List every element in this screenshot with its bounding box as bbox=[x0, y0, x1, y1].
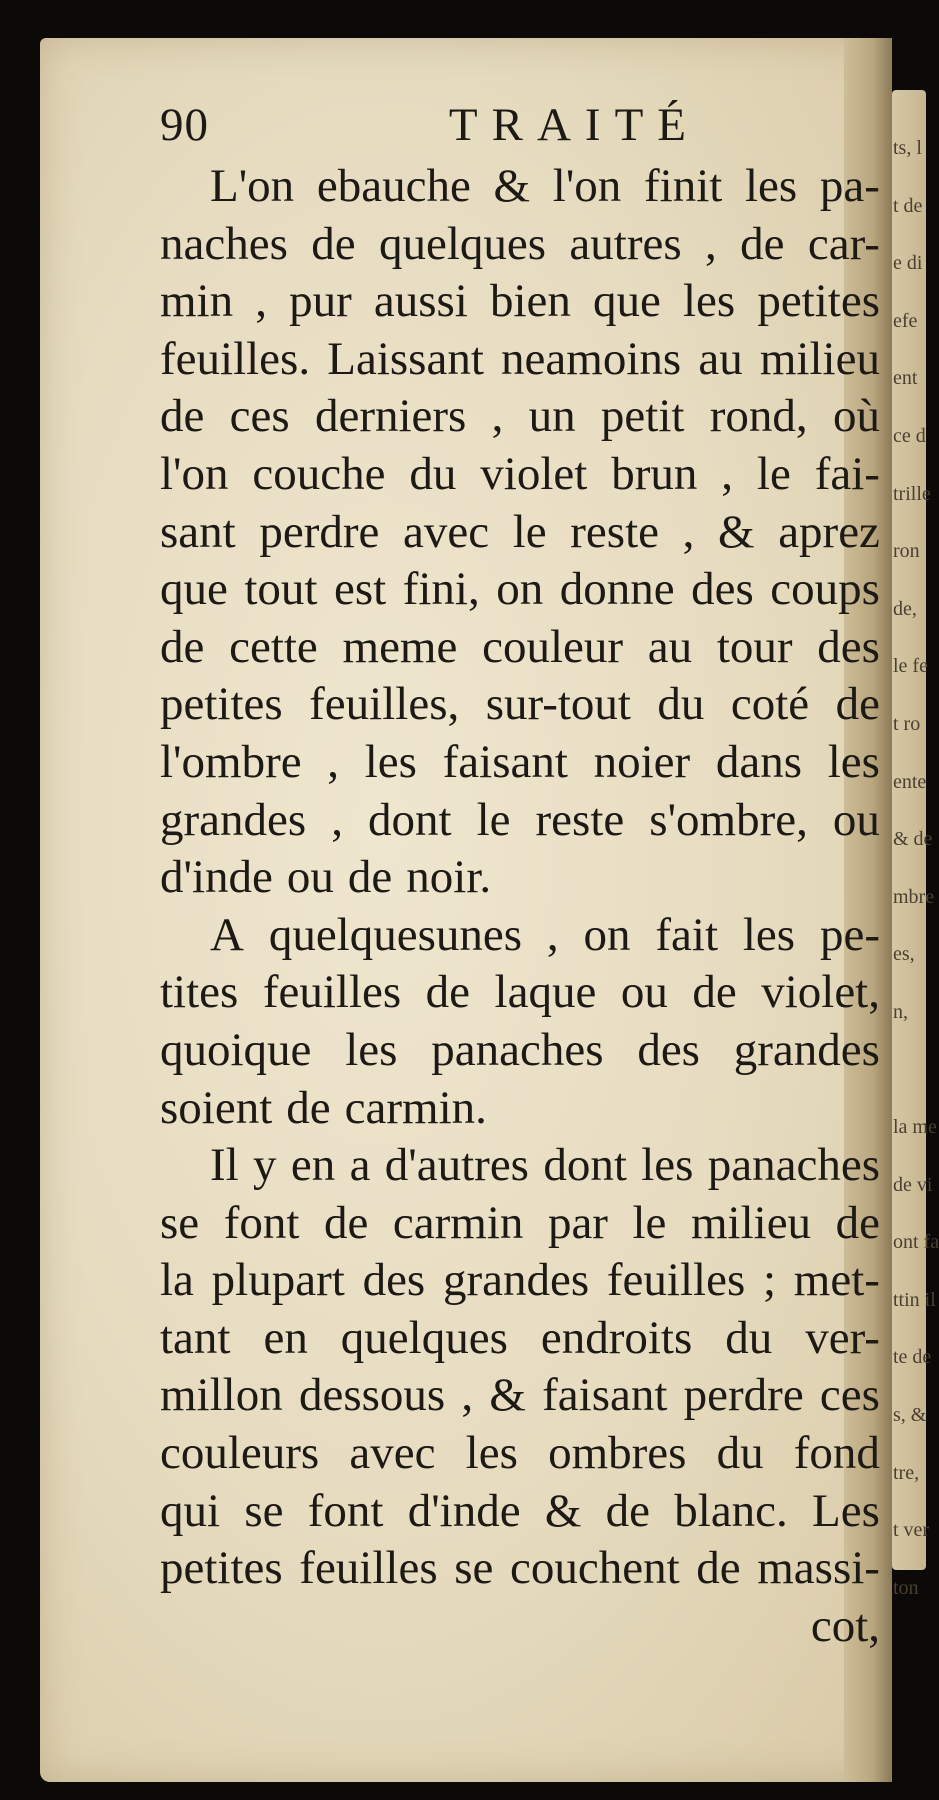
page-number: 90 bbox=[160, 99, 209, 151]
facing-page-fragment: ts, l bbox=[893, 137, 922, 159]
text-line: l'ombre , les faisant noier dans les bbox=[160, 735, 880, 788]
facing-page-fragment: s, & bbox=[893, 1404, 927, 1427]
facing-page-fragment bbox=[893, 1042, 926, 1100]
text-line: feuilles. Laissant neamoins au milieu bbox=[160, 332, 880, 385]
text-line: d'inde ou de noir. bbox=[160, 851, 492, 904]
facing-page-fragment: ron bbox=[893, 540, 920, 563]
facing-page-fragment: tre, bbox=[893, 1461, 920, 1484]
catchword: cot, bbox=[810, 1599, 880, 1652]
text-line: que tout est fini, on donne des coups bbox=[160, 563, 880, 616]
text-line: sant perdre avec le reste , & aprez bbox=[160, 505, 880, 558]
facing-page-fragment: ent bbox=[893, 367, 918, 390]
facing-page-fragment: ce d bbox=[893, 424, 926, 447]
text-line: qui se font d'inde & de blanc. Les bbox=[160, 1484, 880, 1537]
text-line: l'on couche du violet brun , le fai- bbox=[160, 447, 880, 500]
text-line: tant en quelques endroits du ver- bbox=[160, 1311, 880, 1364]
text-line: naches de quelques autres , de car- bbox=[160, 217, 880, 270]
facing-page-text bbox=[893, 120, 939, 1617]
text-line: quoique les panaches des grandes bbox=[160, 1023, 880, 1076]
facing-page-fragment: & de bbox=[893, 828, 933, 851]
text-line: millon dessous , & faisant perdre ces bbox=[160, 1369, 880, 1422]
facing-page-fragment: trille bbox=[893, 482, 931, 505]
facing-page-fragment: es, bbox=[893, 943, 915, 966]
text-line: se font de carmin par le milieu de bbox=[160, 1196, 880, 1249]
text-line: min , pur aussi bien que les petites bbox=[160, 275, 880, 328]
facing-page-fragment: ente bbox=[893, 770, 927, 793]
running-head: TRAITÉ bbox=[448, 99, 700, 151]
facing-page-fragment: t ro bbox=[893, 712, 921, 735]
text-line: couleurs avec les ombres du fond bbox=[160, 1427, 880, 1480]
text-line: de ces derniers , un petit rond, où bbox=[160, 390, 880, 443]
text-line: Il y en a d'autres dont les panaches bbox=[210, 1139, 880, 1192]
facing-page-fragment: la me bbox=[893, 1116, 937, 1139]
text-line: A quelquesunes , on fait les pe- bbox=[210, 908, 880, 961]
text-line: tites feuilles de laque ou de violet, bbox=[160, 966, 880, 1019]
facing-page-fragment: te de bbox=[893, 1346, 932, 1369]
page-header bbox=[160, 92, 880, 158]
facing-page-fragment: le fe bbox=[893, 655, 928, 678]
facing-page-fragment: efe bbox=[893, 309, 918, 332]
facing-page-fragment: de, bbox=[893, 597, 917, 620]
facing-page-fragment: t de bbox=[893, 194, 923, 217]
facing-page-fragment: t ver bbox=[893, 1519, 930, 1542]
text-line: de cette meme couleur au tour des bbox=[160, 620, 880, 673]
facing-page-fragment: mbre bbox=[893, 885, 935, 908]
body-text bbox=[160, 158, 880, 1598]
text-line: soient de carmin. bbox=[160, 1081, 487, 1134]
facing-page-fragment: ont fa bbox=[893, 1231, 939, 1254]
facing-page-fragment: ton bbox=[893, 1576, 919, 1599]
text-line: grandes , dont le reste s'ombre, ou bbox=[160, 793, 880, 846]
facing-page-fragment: ttin il bbox=[893, 1288, 936, 1311]
facing-page-fragment: n, bbox=[893, 1000, 908, 1023]
facing-page-fragment: e di bbox=[893, 252, 923, 275]
facing-page-fragment: de vi bbox=[893, 1173, 933, 1196]
text-line: petites feuilles, sur-tout du coté de bbox=[160, 678, 880, 731]
text-line: L'on ebauche & l'on finit les pa- bbox=[210, 160, 880, 212]
text-line: la plupart des grandes feuilles ; met- bbox=[160, 1254, 880, 1307]
text-line: petites feuilles se couchent de massi- bbox=[160, 1542, 880, 1595]
text-block bbox=[160, 92, 880, 1655]
